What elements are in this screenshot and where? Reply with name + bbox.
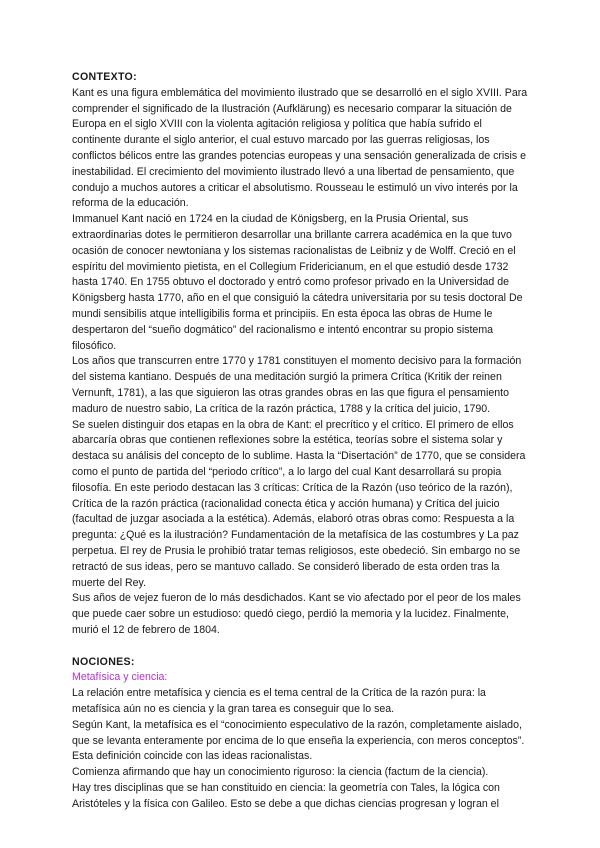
nociones-paragraph-2: Según Kant, la metafísica es el “conocimiento especulativo de la razón, completamente aislado, que se levanta enteramente por encima de lo que enseña la experiencia, con meros conceptos”. Esta definición coincide con las ideas racionalistas.	[72, 718, 525, 763]
contexto-paragraph-2: Immanuel Kant nació en 1724 en la ciudad de Königsberg, en la Prusia Oriental, sus extraordinarias dotes le permitieron desarrollar una brillante carrera académica en la que tuvo ocasión de conocer newtoniana y los sistemas racionalistas de Leibniz y de Wolff. Creció en el espíritu del movimiento pietista, en el Collegium Fridericianum, en el que estudió desde 1732 hasta 1740. En 1755 obtuvo el doctorado y entró como profesor privado en la Universidad de Königsberg hasta 1770, año en el que consiguió la cátedra universitaria por su tesis doctoral De mundi sensibilis atque intelligibilis forma et principiis. En esta época las obras de Hume le despertaron del “sueño dogmático” del racionalismo e intentó encontrar su propio sistema filosófico.	[72, 213, 523, 352]
nociones-paragraph-4: Hay tres disciplinas que se han constituido en ciencia: la geometría con Tales, la lógica con Aristóteles y la física con Galileo. Esto se debe a que dichas ciencias progresan y logran el	[72, 782, 500, 810]
nociones-paragraph-3: Comienza afirmando que hay un conocimiento riguroso: la ciencia (factum de la ciencia).	[72, 766, 489, 779]
contexto-paragraph-4: Se suelen distinguir dos etapas en la obra de Kant: el precrítico y el crítico. El primero de ellos abarcaría obras que contienen reflexiones sobre la estética, teorías sobre el sistema solar y destaca su análisis del concepto de lo sublime. Hasta la “Disertación” de 1770, que se considera como el punto de partida del “periodo crítico”, a lo largo del cual Kant desarrollará su propia filosofía. En este periodo destacan las 3 críticas: Crítica de la Razón (uso teórico de la razón), Crítica de la razón práctica (racionalidad conecta ética y acción humana) y Crítica del juicio (facultad de juzgar asociada a la estética). Además, elaboró otras obras como: Respuesta a la pregunta: ¿Qué es la ilustración? Fundamentación de la metafísica de las costumbres y La paz perpetua. El rey de Prusia le prohibió tratar temas religiosos, este obedeció. Sin embargo no se retractó de sus ideas, pero se mantuvo callado. Se consideró liberado de esta orden tras la muerte del Rey.	[72, 418, 526, 589]
contexto-paragraph-3: Los años que transcurren entre 1770 y 1781 constituyen el momento decisivo para la formación del sistema kantiano. Después de una meditación surgió la primera Crítica (Kritik der reinen Vernunft, 1781), a las que siguieron las otras grandes obras en las que figura el pensamiento maduro de nuestro sabio, La crítica de la razón práctica, 1788 y la crítica del juicio, 1790.	[72, 355, 522, 415]
contexto-paragraph-1: Kant es una figura emblemática del movimiento ilustrado que se desarrolló en el siglo XVIII. Para comprender el significado de la Ilustración (Aufklärung) es necesario comparar la situación de Europa en el siglo XVIII con la violenta agitación religiosa y política que había sufrido el continente durante el siglo anterior, el cual estuvo marcado por las guerras religiosas, los conflictos bélicos entre las grandes potencias europeas y una sensación generalizada de crisis e inestabilidad. El crecimiento del movimiento ilustrado llevó a una libertad de pensamiento, que condujo a muchos autores a criticar el absolutismo. Rousseau le estimuló un vivo interés por la reforma de la educación.	[72, 86, 528, 210]
contexto-paragraph-5: Sus años de vejez fueron de lo más desdichados. Kant se vio afectado por el peor de los males que puede caer sobre un estudioso: quedó ciego, perdió la memoria y la lucidez. Finalmente, murió el 12 de febrero de 1804.	[72, 592, 521, 636]
nociones-paragraph-1: La relación entre metafísica y ciencia es el tema central de la Crítica de la razón pura: la metafísica aún no es ciencia y la gran tarea es conseguir que lo sea.	[72, 687, 486, 716]
contexto-heading: CONTEXTO:	[72, 71, 137, 83]
metafisica-subheading: Metafísica y ciencia:	[72, 671, 168, 684]
section-spacer	[72, 639, 532, 655]
document-page	[72, 70, 532, 813]
nociones-heading: NOCIONES:	[72, 655, 135, 668]
